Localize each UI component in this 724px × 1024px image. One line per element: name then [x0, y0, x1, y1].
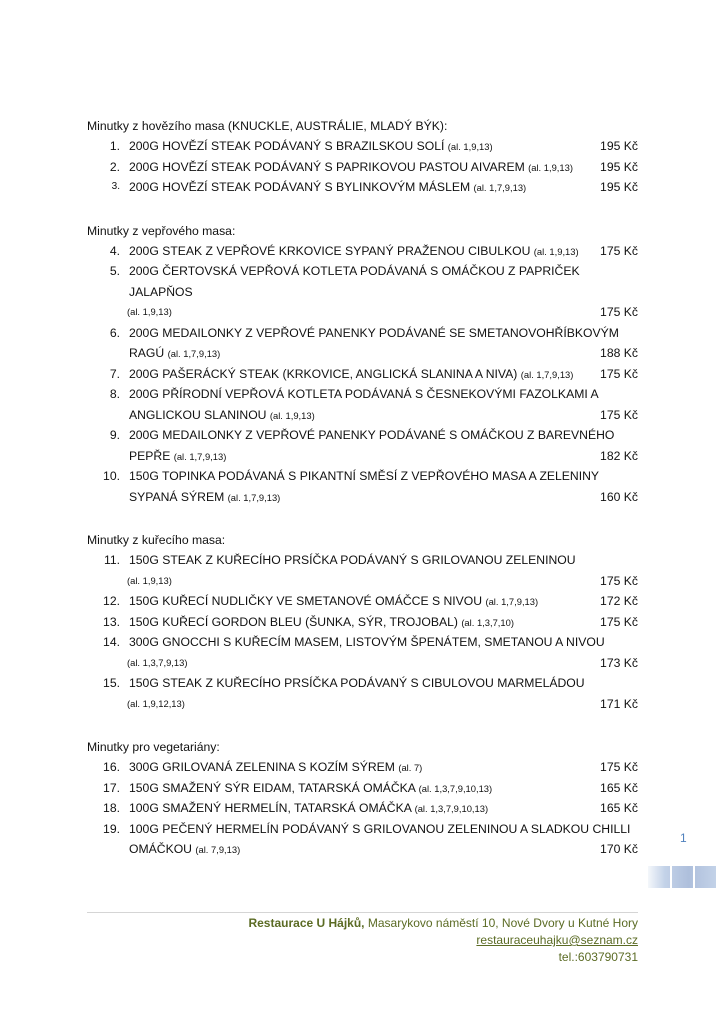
item-price: 175 Kč [600, 243, 638, 258]
menu-item [87, 778, 638, 799]
menu-item [87, 591, 638, 612]
section-title: Minutky z vepřového masa: [87, 223, 236, 238]
restaurant-name: Restaurace U Hájků, [248, 916, 365, 930]
item-price: 175 Kč [600, 614, 638, 629]
menu-item [87, 157, 638, 178]
item-number: 15. [103, 676, 120, 690]
item-text: 200G PŘÍRODNÍ VEPŘOVÁ KOTLETA PODÁVANÁ S ČESNEKOVÝMI FAZOLKAMI A [129, 387, 599, 401]
item-number: 5. [109, 264, 120, 278]
item-text: 200G PAŠERÁCKÝ STEAK (KRKOVICE, ANGLICKÁ SLANINA A NIVA) [129, 366, 518, 381]
menu-item [87, 136, 638, 157]
item-number: 10. [103, 469, 120, 483]
item-allergens: (al. 1,9,13) [533, 245, 579, 257]
phone-number: tel.:603790731 [558, 950, 638, 964]
menu-item [87, 798, 638, 819]
item-text-continued: ANGLICKOU SLANINOU [129, 407, 267, 422]
item-number: 9. [109, 428, 120, 442]
item-allergens: (al. 1,9,13) [269, 409, 315, 421]
item-allergens: (al. 1,7,9,13) [473, 182, 527, 193]
item-number: 6. [109, 325, 120, 340]
item-price: 188 Kč [600, 346, 638, 360]
menu-item [87, 819, 638, 860]
item-price: 175 Kč [600, 305, 638, 319]
item-text: 150G STEAK Z KUŘECÍHO PRSÍČKA PODÁVANÝ S GRILOVANOU ZELENINOU [129, 553, 576, 567]
item-text: 200G HOVĚZÍ STEAK PODÁVANÝ S BYLINKOVÝM MÁSLEM [129, 180, 471, 194]
item-price: 195 Kč [600, 139, 638, 153]
item-text: 100G PEČENÝ HERMELÍN PODÁVANÝ S GRILOVANOU ZELENINOU A SLADKOU CHILLI [129, 821, 631, 836]
item-allergens: (al. 7) [398, 762, 423, 773]
item-text: 200G MEDAILONKY Z VEPŘOVÉ PANENKY PODÁVANÉ S OMÁČKOU Z BAREVNÉHO [129, 428, 615, 442]
item-text-continued: RAGÚ [129, 346, 165, 360]
menu-item [87, 323, 638, 364]
item-text: 150G KUŘECÍ NUDLIČKY VE SMETANOVÉ OMÁČCE S NIVOU [129, 594, 483, 608]
menu-item [87, 364, 638, 385]
page-tab-decoration [648, 866, 716, 888]
page-number: 1 [680, 831, 687, 845]
item-allergens: (al. 1,3,7,9,10,13) [418, 782, 493, 794]
item-allergens: (al. 1,9,13) [528, 161, 573, 173]
menu [87, 116, 638, 860]
item-number: 8. [109, 387, 120, 401]
item-text: 200G HOVĚZÍ STEAK PODÁVANÝ S BRAZILSKOU SOLÍ [129, 139, 445, 153]
item-number: 14. [103, 635, 120, 649]
item-price: 175 Kč [600, 366, 638, 381]
section-title: Minutky pro vegetariány: [87, 740, 220, 754]
email-link[interactable]: restauraceuhajku@seznam.cz [476, 933, 638, 947]
item-number: 19. [103, 821, 120, 836]
item-price: 160 Kč [600, 489, 638, 504]
item-number: 2. [109, 159, 120, 174]
item-number: 11. [103, 553, 120, 567]
item-text: 150G SMAŽENÝ SÝR EIDAM, TATARSKÁ OMÁČKA [129, 780, 416, 795]
item-allergens: (al. 1,7,9,13) [173, 450, 227, 462]
item-text: 150G KUŘECÍ GORDON BLEU (ŠUNKA, SÝR, TROJOBAL) [129, 614, 458, 629]
menu-item [87, 757, 638, 778]
item-allergens: (al. 1,3,7,10) [461, 616, 514, 628]
item-allergens: (al. 1,7,9,13) [227, 491, 281, 503]
item-text-continued: JALAPŇOS [129, 284, 193, 299]
item-number: 18. [103, 801, 120, 815]
item-price: 175 Kč [600, 760, 638, 774]
item-allergens: (al. 1,9,13) [447, 141, 493, 152]
item-price: 172 Kč [600, 594, 638, 608]
item-text: 300G GNOCCHI S KUŘECÍM MASEM, LISTOVÝM ŠPENÁTEM, SMETANOU A NIVOU [129, 635, 605, 649]
item-number: 16. [103, 760, 120, 774]
menu-item [87, 241, 638, 262]
item-price: 175 Kč [600, 573, 638, 588]
footer-divider [87, 912, 638, 913]
menu-item [87, 384, 638, 425]
menu-item [87, 550, 638, 591]
item-number: 12. [103, 594, 120, 608]
item-text-continued: SYPANÁ SÝREM [129, 489, 225, 504]
item-price: 173 Kč [600, 655, 638, 670]
item-price: 195 Kč [600, 180, 638, 194]
item-price: 195 Kč [600, 159, 638, 174]
item-number: 17. [103, 780, 120, 795]
item-number: 7. [109, 366, 120, 381]
footer-address-line [248, 915, 638, 932]
item-price: 175 Kč [600, 407, 638, 422]
item-allergens: (al. 1,3,7,9,10,13) [414, 803, 489, 814]
item-price: 165 Kč [600, 801, 638, 815]
menu-item [87, 261, 638, 323]
item-allergens: (al. 1,9,13) [127, 306, 172, 317]
item-allergens: (al. 1,9,12,13) [127, 697, 185, 709]
item-number: 3. [111, 181, 120, 192]
item-text: 200G HOVĚZÍ STEAK PODÁVANÝ S PAPRIKOVOU PASTOU AIVAREM [129, 159, 525, 174]
item-text-continued: OMÁČKOU [129, 842, 192, 856]
item-allergens: (al. 7,9,13) [195, 844, 241, 855]
item-price: 182 Kč [600, 448, 638, 463]
item-allergens: (al. 1,3,7,9,13) [127, 656, 188, 668]
restaurant-address: Masarykovo náměstí 10, Nové Dvory u Kutné Hory [367, 916, 638, 930]
menu-item [87, 466, 638, 507]
item-number: 1. [109, 139, 120, 153]
menu-item [87, 673, 638, 714]
item-text: 200G STEAK Z VEPŘOVÉ KRKOVICE SYPANÝ PRAŽENOU CIBULKOU [129, 243, 531, 258]
item-text: 200G ČERTOVSKÁ VEPŘOVÁ KOTLETA PODÁVANÁ S OMÁČKOU Z PAPRIČEK [129, 264, 580, 278]
item-allergens: (al. 1,7,9,13) [520, 368, 574, 380]
menu-item [87, 177, 638, 198]
item-text: 150G TOPINKA PODÁVANÁ S PIKANTNÍ SMĚSÍ Z VEPŘOVÉHO MASA A ZELENINY [129, 469, 600, 483]
item-text: 150G STEAK Z KUŘECÍHO PRSÍČKA PODÁVANÝ S CIBULOVOU MARMELÁDOU [129, 676, 585, 690]
section-title: Minutky z kuřecího masa: [87, 533, 226, 547]
item-text: 300G GRILOVANÁ ZELENINA S KOZÍM SÝREM [129, 760, 395, 774]
menu-item [87, 612, 638, 633]
item-price: 171 Kč [600, 696, 638, 711]
item-allergens: (al. 1,7,9,13) [485, 596, 539, 607]
section-title: Minutky z hovězího masa (KNUCKLE, AUSTRÁLIE, MLADÝ BÝK): [87, 119, 448, 133]
item-text-continued: PEPŘE [129, 448, 171, 463]
menu-item [87, 425, 638, 466]
item-number: 4. [109, 243, 120, 258]
item-text: 200G MEDAILONKY Z VEPŘOVÉ PANENKY PODÁVANÉ SE SMETANOVOHŘÍBKOVÝM [129, 325, 619, 340]
footer [248, 915, 638, 966]
item-price: 170 Kč [600, 842, 638, 856]
item-price: 165 Kč [600, 780, 638, 795]
item-allergens: (al. 1,7,9,13) [167, 348, 221, 359]
item-text: 100G SMAŽENÝ HERMELÍN, TATARSKÁ OMÁČKA [129, 801, 412, 815]
item-allergens: (al. 1,9,13) [127, 574, 172, 586]
item-number: 13. [103, 614, 120, 629]
menu-item [87, 632, 638, 673]
